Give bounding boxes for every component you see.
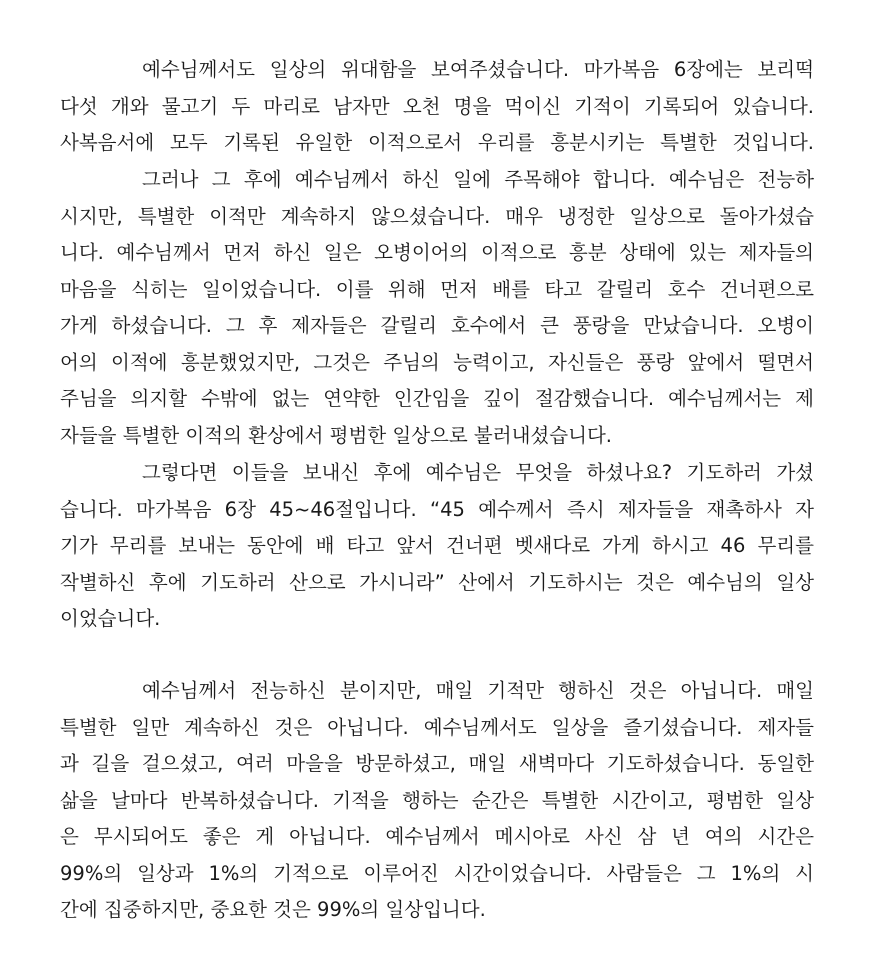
text-line: 주님을 의지할 수밖에 없는 연약한 인간임을 깊이 절감했습니다. 예수님께서는 제 [60,387,814,410]
text-line: 예수님께서 전능하신 분이지만, 매일 기적만 행하신 것은 아닙니다. 매일 [142,679,814,702]
text-line: 자들을 특별한 이적의 환상에서 평범한 일상으로 불러내셨습니다. [60,423,612,447]
text-line: 어의 이적에 흥분했었지만, 그것은 주님의 능력이고, 자신들은 풍랑 앞에서 떨면서 [60,350,814,374]
text-line: 특별한 일만 계속하신 것은 아닙니다. 예수님께서도 일상을 즐기셨습니다. 제자들 [60,715,814,739]
text-line: 은 무시되어도 좋은 게 아닙니다. 예수님께서 메시아로 사신 삼 년 여의 시간은 [60,825,814,848]
text-line: 다섯 개와 물고기 두 마리로 남자만 오천 명을 먹이신 기적이 기록되어 있습니다. [60,94,814,118]
text-line: 그렇다면 이들을 보내신 후에 예수님은 무엇을 하셨나요? 기도하러 가셨 [142,461,814,484]
text-line: 기가 무리를 보내는 동안에 배 타고 앞서 건너편 벳새다로 가게 하시고 46 무리를 [60,534,814,557]
text-line: 가게 하셨습니다. 그 후 제자들은 갈릴리 호수에서 큰 풍랑을 만났습니다. 오병이 [60,314,814,337]
paragraph-1 [60,52,814,162]
text-line: 이었습니다. [60,607,161,630]
text-line: 99%의 일상과 1%의 기적으로 이루어진 시간이었습니다. 사람들은 그 1%의 시 [60,861,814,885]
text-line: 습니다. 마가복음 6장 45~46절입니다. “45 예수께서 즉시 제자들을 재촉하사 자 [60,497,814,521]
text-line: 그러나 그 후에 예수님께서 하신 일에 주목해야 합니다. 예수님은 전능하 [142,168,814,191]
text-line: 니다. 예수님께서 먼저 하신 일은 오병이어의 이적으로 흥분 상태에 있는 제자들의 [60,241,814,264]
text-line: 시지만, 특별한 이적만 계속하지 않으셨습니다. 매우 냉정한 일상으로 돌아가셨습 [60,204,814,228]
paragraph-4 [60,673,814,929]
text-line: 과 길을 걸으셨고, 여러 마을을 방문하셨고, 매일 새벽마다 기도하셨습니다. 동일한 [60,752,814,775]
text-line: 간에 집중하지만, 중요한 것은 99%의 일상입니다. [60,898,486,921]
paragraph-3 [60,455,814,638]
text-line: 예수님께서도 일상의 위대함을 보여주셨습니다. 마가복음 6장에는 보리떡 [142,58,814,81]
text-line: 사복음서에 모두 기록된 유일한 이적으로서 우리를 흥분시키는 특별한 것입니다. [60,131,814,154]
text-line: 작별하신 후에 기도하러 산으로 가시니라” 산에서 기도하시는 것은 예수님의 일상 [60,570,814,594]
paragraph-2 [60,162,814,454]
text-line: 삶을 날마다 반복하셨습니다. 기적을 행하는 순간은 특별한 시간이고, 평범한 일상 [60,788,814,812]
text-line: 마음을 식히는 일이었습니다. 이를 위해 먼저 배를 타고 갈릴리 호수 건너편으로 [60,277,814,301]
